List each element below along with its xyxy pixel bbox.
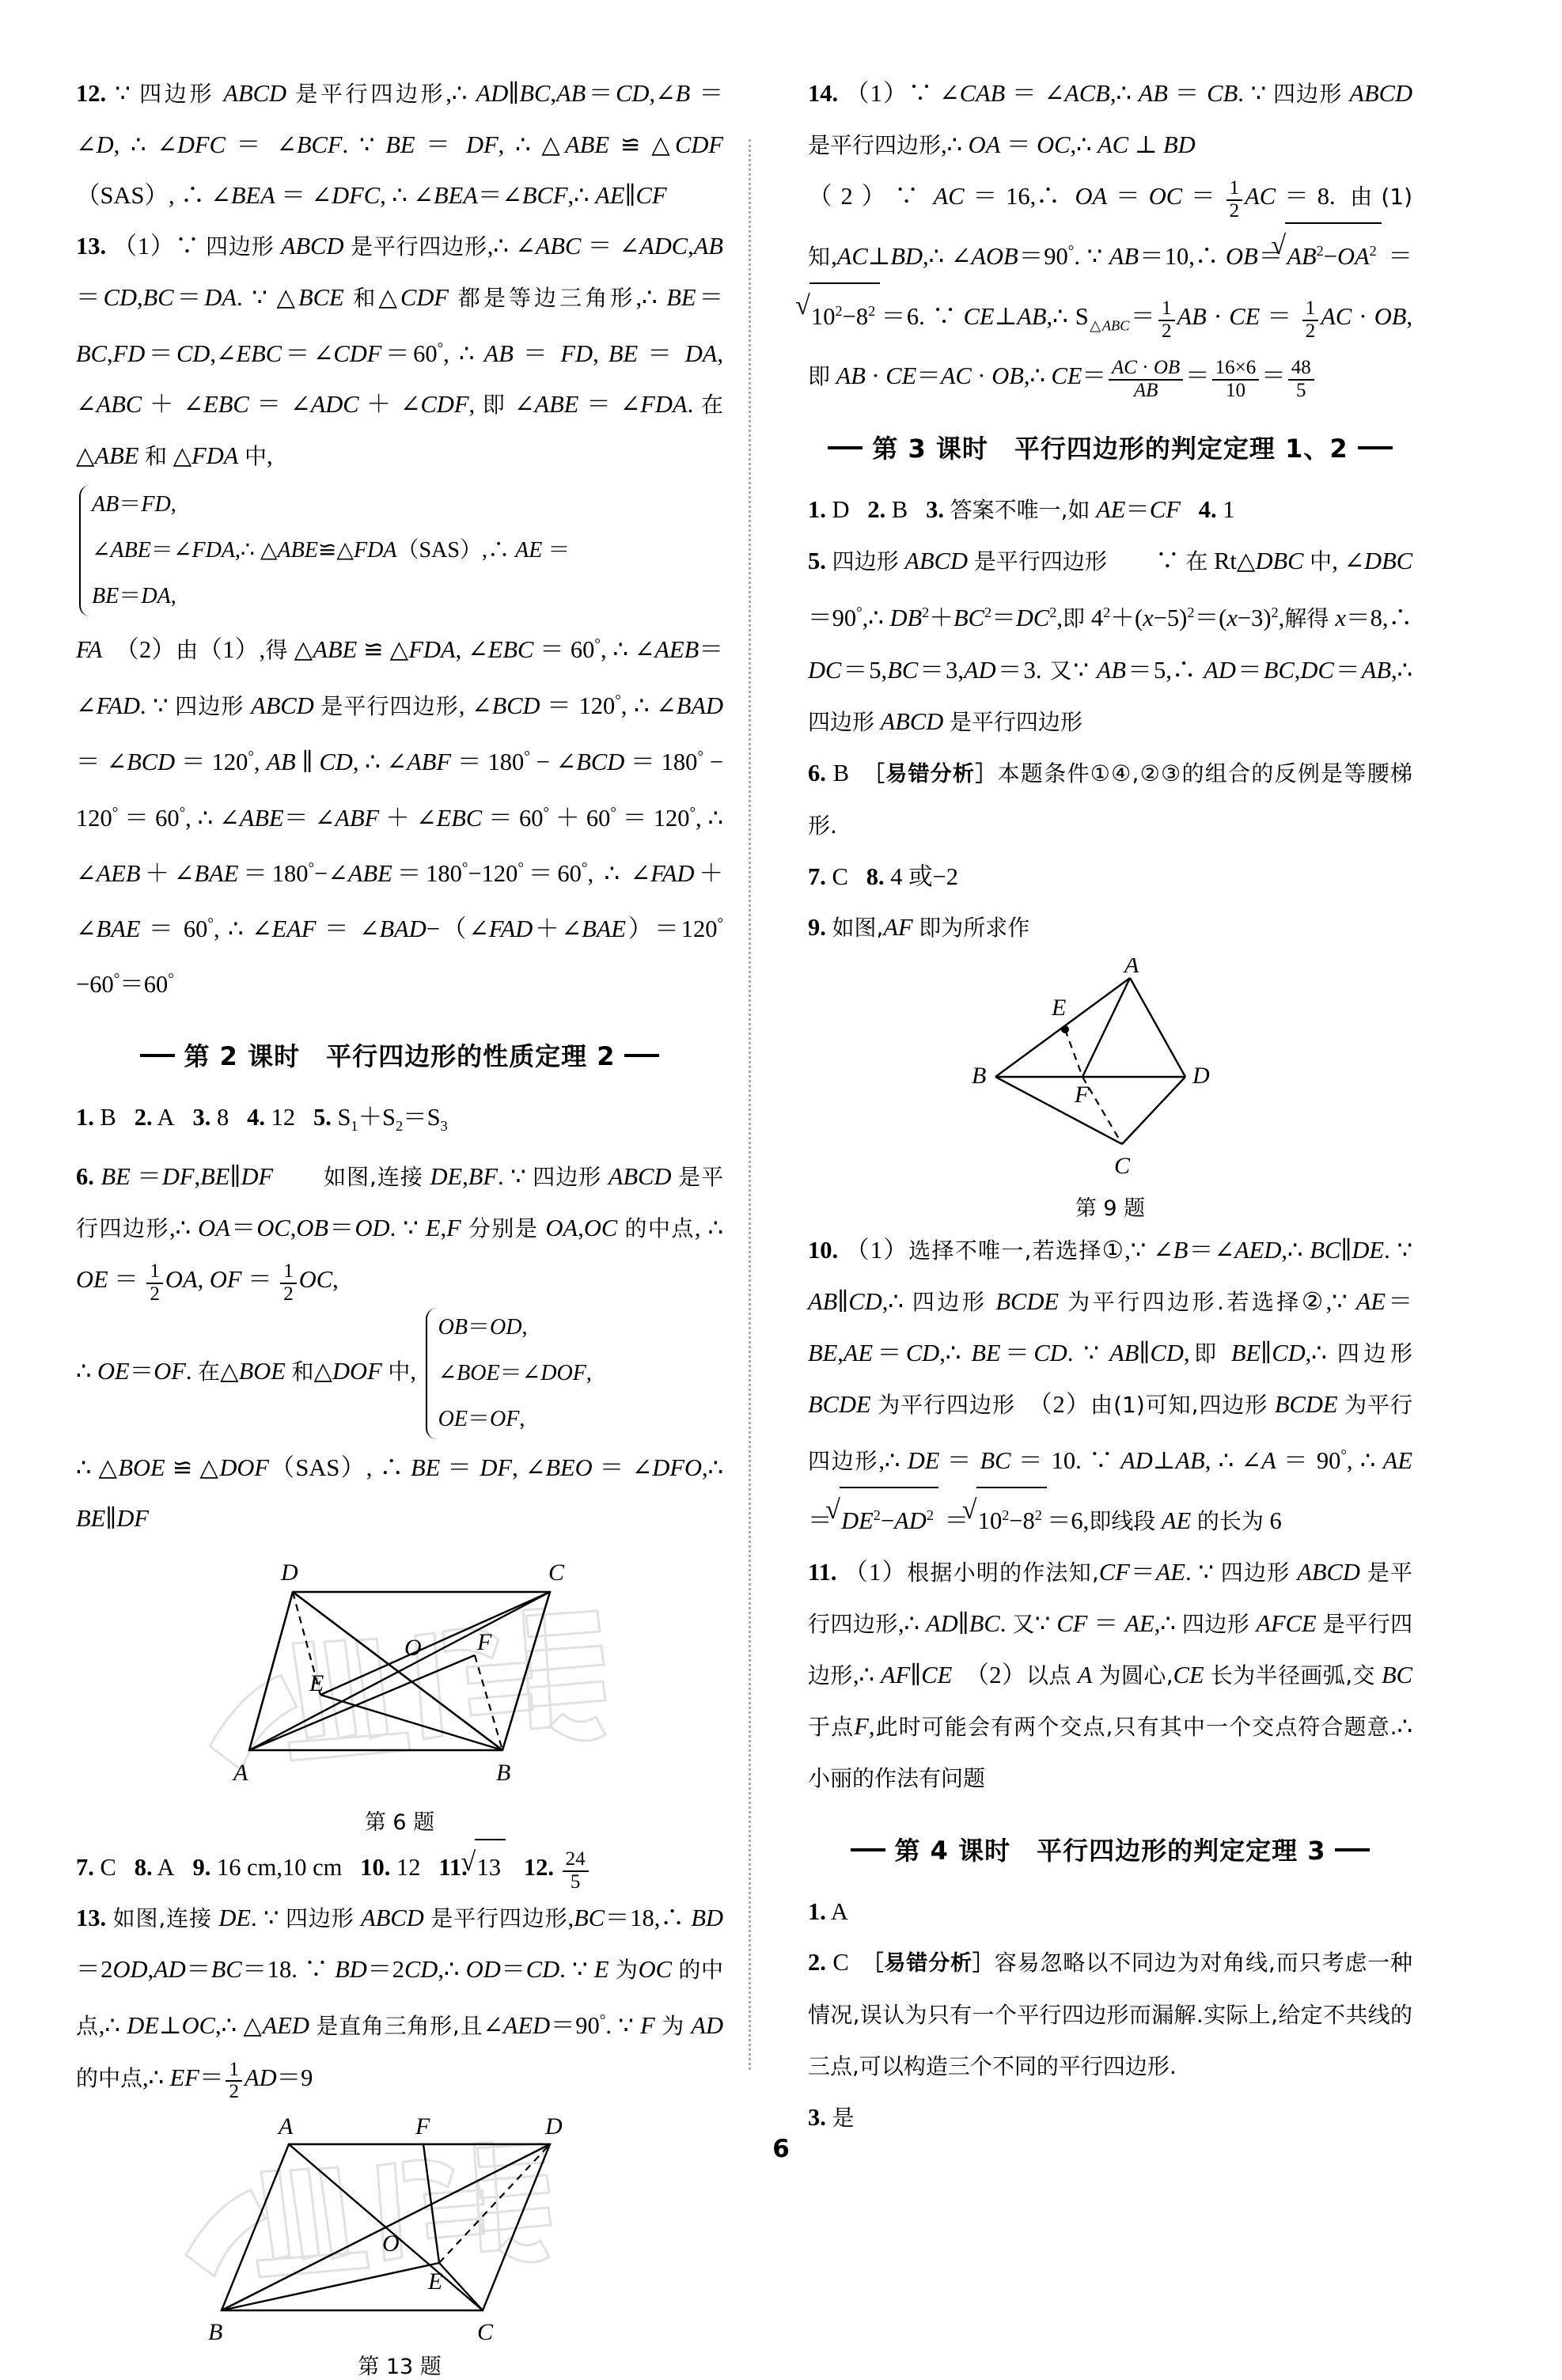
figure-problem-6 <box>76 1548 723 1836</box>
section-heading-text: 第 3 课时 平行四边形的判定定理 1、2 <box>872 434 1348 464</box>
heading-rule-right <box>624 1054 659 1057</box>
figure-problem-9 <box>808 958 1412 1222</box>
item-number: 8. <box>134 1854 153 1882</box>
figure-6-lines <box>249 1592 550 1750</box>
item-number: 5. <box>313 1104 332 1131</box>
answer-value: B <box>100 1104 116 1131</box>
item-number: 9. <box>808 913 826 941</box>
answer-item-9-lesson3: 9. 如图,AF 即为所求作 <box>808 913 1030 941</box>
answer-item-2-lesson4 <box>808 1937 1412 2092</box>
svg-text:D: D <box>1192 1062 1210 1089</box>
answer-item-14-part1: 14. （1）∵ ∠CAB ＝ ∠ACB,∴ AB ＝ CB. ∵ 四边形 ABCD 是平行四边形,∴ OA ＝ OC,∴ AC ⊥ BD <box>808 80 1413 158</box>
answer-value: 8 <box>216 1104 229 1131</box>
fraction-one-half: $\frac{1}{2}$ <box>1158 298 1175 342</box>
figure-13-caption: 第 13 题 <box>358 2354 442 2379</box>
page-number: 6 <box>772 2135 790 2163</box>
item-number: 10. <box>360 1854 391 1882</box>
answer-item-13-system <box>76 482 723 620</box>
system-line: AB＝FD, <box>92 492 176 517</box>
answer-value: C <box>832 1948 849 1976</box>
item-number: 7. <box>76 1854 94 1882</box>
section-heading-lesson2 <box>76 1030 723 1081</box>
answer-value: 1 <box>1223 496 1235 524</box>
sqrt-100-64b: √ $10^2-8^2$ <box>976 1487 1047 1546</box>
answers-row-7-8-lesson3 <box>808 851 1412 902</box>
sqrt-100-64: √ $10^2-8^2$ <box>809 282 880 342</box>
section-heading-text: 第 4 课时 平行四边形的判定定理 3 <box>894 1835 1326 1866</box>
sqrt-de2-ad2: √ $DE^2-AD^2$ <box>840 1487 938 1546</box>
figure-9-lines <box>995 978 1185 1144</box>
answers-row-1-5 <box>76 1092 723 1151</box>
item-number: 4. <box>1198 496 1217 524</box>
item-number: 1. <box>76 1104 94 1131</box>
svg-text:C: C <box>1114 1152 1131 1179</box>
answer-item-1-lesson4 <box>808 1886 1412 1937</box>
item-number: 7. <box>808 862 826 890</box>
figure-13-lines <box>222 2144 550 2310</box>
item-number: 6. <box>808 759 826 786</box>
system-line: OB＝OD, <box>438 1315 528 1340</box>
answer-item-13-lesson2: 13. 如图,连接 DE. ∵ 四边形 ABCD 是平行四边形,BC＝18,∴ BD＝2OD,AD＝BC＝18. ∵ BD＝2CD,∴ OD＝CD. ∵ E 为OC 的中点,∴ DE⊥OC,∴ △AED 是直角三角形,且∠AED＝90°. ∵ F 为 AD 的中点,∴ EF＝ $\frac{1}{2}$ AD＝9 <box>76 1904 724 2103</box>
heading-rule-left <box>828 446 863 449</box>
error-analysis-tag: ［易错分析］ <box>862 1950 995 1976</box>
svg-text:O: O <box>382 2230 400 2257</box>
item-number: 2. <box>134 1104 153 1131</box>
fraction-96-10: $\frac{16\times 6}{10}$ <box>1212 358 1260 401</box>
section-heading-lesson3 <box>808 423 1412 473</box>
answers-row-7-12 <box>76 1839 723 1893</box>
point-e-marker <box>1061 1025 1069 1033</box>
svg-text:O: O <box>404 1635 422 1662</box>
svg-text:F: F <box>477 1629 492 1656</box>
item-number: 6. <box>76 1163 94 1191</box>
item-number: 3. <box>808 2103 826 2131</box>
answer-value: 答案不唯一,如 <box>950 497 1090 524</box>
item-number: 14. <box>808 80 839 107</box>
left-column <box>76 68 737 2379</box>
svg-text:E: E <box>428 2268 443 2295</box>
item-number: 13. <box>76 233 107 260</box>
svg-text:C: C <box>477 2318 494 2345</box>
heading-rule-left <box>851 1848 885 1851</box>
answer-value: 12 <box>271 1104 296 1131</box>
svg-text:C: C <box>548 1560 565 1586</box>
answer-item-5-lesson3: 5. 四边形 ABCD 是平行四边形 ∵ 在 Rt△DBC 中, ∠DBC＝90°,∴ $DB^2+BC^2=DC^2$,即 $4^2+(x-5)^2=(x-3)^2$,解得 x＝8,∴ DC＝5,BC＝3,AD＝3. 又∵ AB＝5,∴ AD＝BC,DC＝AB,∴ 四边形 ABCD 是平行四边形 <box>808 548 1413 735</box>
item-number: 2. <box>867 496 886 524</box>
sqrt-13: √ 13 <box>475 1839 506 1893</box>
system-line: BE＝DA, <box>92 584 176 609</box>
equation-system-6 <box>423 1305 592 1442</box>
item-number: 12. <box>76 80 107 107</box>
svg-text:D: D <box>281 1560 298 1586</box>
svg-text:A: A <box>233 1760 248 1787</box>
figure-9-diagram <box>904 958 1316 1188</box>
answer-item-6-lesson3 <box>808 748 1412 851</box>
answer-value: B <box>832 759 850 786</box>
system-line: OE＝OF, <box>438 1407 525 1432</box>
answer-item-14-part2: （2）∵ AC＝16,∴ OA＝OC＝ $\frac{1}{2}$ AC＝8. 由(1)知,AC⊥BD,∴ ∠AOB＝90°. ∵ AB＝10,∴ OB＝ √ $AB^2-OA^2$ ＝ √ $10^2-8^2 =6$. ∵ CE⊥AB,∴ $S_{\triangle ABC}=$ $\frac{1}{2}$ AB · CE ＝ $\frac{1}{2}$ AC · OB,即 AB · CE＝AC · OB,∴ CE＝ $\frac{AC \cdot OB}{AB}$ ＝ $\frac{16\times 6}{10}$ ＝ $\frac{48}{5}$ <box>808 171 1412 402</box>
svg-text:A: A <box>279 2113 294 2139</box>
fraction-ac-ob-ab: $\frac{AC \cdot OB}{AB}$ <box>1109 358 1183 401</box>
heading-rule-right <box>1335 1848 1370 1851</box>
answer-item-6: 6. BE ＝DF,BE∥DF 如图,连接 DE,BF. ∵ 四边形 ABCD 是平行四边形,∴ OA＝OC,OB＝OD. ∵ E,F 分别是 OA,OC 的中点, ∴ OE ＝ $\frac{1}{2}$ OA, OF ＝ $\frac{1}{2}$ OC, <box>76 1163 724 1305</box>
two-column-layout <box>76 68 1486 2379</box>
svg-text:B: B <box>496 1760 511 1787</box>
svg-text:E: E <box>309 1670 324 1697</box>
answer-item-10-lesson3: 10. （1）选择不唯一,若选择①,∵ ∠B＝∠AED,∴ BC∥DE. ∵ AB∥CD,∴ 四边形 BCDE 为平行四边形.若选择②,∵ AE＝BE,AE＝CD,∴ BE＝CD. ∵ AB∥CD,即 BE∥CD,∴ 四边形 BCDE 为平行四边形 （2）由(1)可知,四边形 BCDE 为平行四边形,∴ DE ＝ BC ＝ 10. ∵ AD⊥AB, ∴ ∠A ＝ 90°, ∴ AE ＝ √ $DE^2-AD^2$ ＝ √ $10^2-8^2 =6$,即线段 AE 的长为 6 <box>808 1225 1412 1547</box>
heading-rule-right <box>1358 446 1393 449</box>
watermark <box>210 1609 605 1770</box>
svg-text:D: D <box>545 2113 563 2139</box>
answers-row-1-4-lesson3: 1. D 2. B 3. 答案不唯一,如 AE＝CF 4. 1 <box>808 496 1235 524</box>
item-number: 3. <box>192 1104 211 1131</box>
svg-text:B: B <box>972 1062 987 1089</box>
answer-item-11-lesson3: 11. （1）根据小明的作法知,CF＝AE. ∵ 四边形 ABCD 是平行四边形,∴ AD∥BC. 又∵ CF ＝ AE,∴ 四边形 AFCE 是平行四边形,∴ AF∥CE （2）以点 A 为圆心,CE 长为半径画弧,交 BC 于点F,此时可能会有两个交点,只有其中一个交点符合题意.∴ 小丽的作法有问题 <box>808 1558 1413 1791</box>
item-number: 1. <box>808 1897 826 1925</box>
error-analysis-tag: ［易错分析］ <box>863 761 998 786</box>
figure-6-caption: 第 6 题 <box>364 1810 435 1836</box>
answer-value: 16 cm,10 cm <box>216 1854 343 1882</box>
fraction-48-5: $\frac{48}{5}$ <box>1288 358 1314 401</box>
item-number: 13. <box>76 1904 107 1932</box>
figure-9-caption: 第 9 题 <box>1075 1196 1146 1221</box>
item-number: 11. <box>438 1854 468 1882</box>
answer-value: 4 或−2 <box>890 862 959 890</box>
fraction-one-half: $\frac{1}{2}$ <box>1302 298 1319 342</box>
fraction-one-half: $\frac{1}{2}$ <box>1226 178 1243 222</box>
fraction-24-5: $\frac{24}{5}$ <box>563 1849 589 1893</box>
item-number: 9. <box>192 1854 211 1882</box>
answer-item-12: 12. ∵ 四边形 ABCD 是平行四边形,∴ AD∥BC,AB＝CD,∠B ＝ ∠D, ∴ ∠DFC ＝ ∠BCF. ∵ BE ＝ DF, ∴ △ABE ≌ △CDF（SAS）, ∴ ∠BEA ＝ ∠DFC, ∴ ∠BEA＝∠BCF,∴ AE∥CF <box>76 80 724 209</box>
item-number: 4. <box>247 1104 265 1131</box>
fraction-one-half: $\frac{1}{2}$ <box>146 1261 163 1305</box>
svg-text:A: A <box>1124 957 1139 978</box>
item-number: 12. <box>523 1854 554 1882</box>
error-analysis-text: 容易忽略以不同边为对角线,而只考虑一种情况,误认为只有一个平行四边形而漏解.实际上,给定不共线的三点,可以构造三个不同的平行四边形. <box>808 1949 1413 2079</box>
answer-value: B <box>891 496 908 524</box>
answer-value: C <box>100 1854 116 1882</box>
sqrt-ab2-oa2: √ $AB^2-OA^2$ <box>1285 222 1381 282</box>
section-heading-text: 第 2 课时 平行四边形的性质定理 2 <box>184 1041 616 1072</box>
system-line: ∠ABE＝∠FDA,∴ △ABE≌△FDA（SAS）,∴ AE ＝ <box>92 538 571 563</box>
heading-rule-left <box>140 1054 175 1057</box>
figure-6-diagram <box>154 1548 645 1802</box>
answer-value: $S_1+S_2=S_3$ <box>337 1104 448 1135</box>
item-number: 1. <box>808 496 826 524</box>
svg-text:F: F <box>415 2113 430 2139</box>
item-number: 2. <box>808 1948 826 1976</box>
right-column <box>751 68 1413 2131</box>
system-line: ∠BOE＝∠DOF, <box>438 1361 592 1386</box>
answer-item-13-part2: FA （2）由（1）,得 △ABE ≌ △FDA, ∠EBC ＝ 60°, ∴ ∠AEB＝∠FAD. ∵ 四边形 ABCD 是平行四边形, ∠BCD ＝ 120°, ∴ ∠BAD ＝ ∠BCD ＝ 120°, AB ∥ CD, ∴ ∠ABF ＝ 180° − ∠BCD ＝ 180° − 120° ＝ 60°, ∴ ∠ABE＝ ∠ABF ＋ ∠EBC ＝ 60° ＋ 60° ＝ 120°, ∴ ∠AEB＋∠BAE＝180°−∠ABE＝180°−120°＝60°, ∴ ∠FAD＋ ∠BAE ＝ 60°, ∴ ∠EAF ＝ ∠BAD−（∠FAD＋∠BAE）＝120°−60°＝60° <box>76 636 724 999</box>
svg-text:E: E <box>1052 994 1067 1021</box>
answer-item-13-part1: 13. （1）∵ 四边形 ABCD 是平行四边形,∴ ∠ABC ＝ ∠ADC,AB＝CD,BC＝DA. ∵ △BCE 和△CDF 都是等边三角形,∴ BE＝BC,FD＝CD,∠EBC＝∠CDF＝60°, ∴ AB ＝ FD, BE ＝ DA, ∠ABC ＋ ∠EBC ＝ ∠ADC ＋ ∠CDF, 即 ∠ABE ＝ ∠FDA. 在 △ABE 和 △FDA 中, <box>76 233 724 470</box>
error-analysis-text: 本题条件①④,②③的组合的反例是等腰梯形. <box>808 760 1412 839</box>
equation-system-13 <box>76 482 570 620</box>
answer-value: A <box>157 1104 175 1131</box>
svg-text:B: B <box>208 2318 223 2345</box>
answer-value: A <box>830 1897 848 1925</box>
item-number: 8. <box>866 862 885 890</box>
answer-value: A <box>157 1854 175 1882</box>
fraction-one-half: $\frac{1}{2}$ <box>226 2060 242 2103</box>
item-number: 11. <box>808 1558 837 1586</box>
answer-item-6-system: ∴ OE＝OF. 在△BOE 和△DOF 中, OB＝OD, ∠BOE＝∠DOF, OE＝OF, <box>76 1305 723 1442</box>
answer-value: D <box>832 496 850 524</box>
item-number: 5. <box>808 548 826 575</box>
figure-9-dashed <box>1065 1029 1122 1144</box>
fraction-one-half: $\frac{1}{2}$ <box>280 1261 297 1305</box>
item-number: 3. <box>926 496 944 524</box>
answer-value: 是 <box>832 2104 855 2131</box>
answer-value: 12 <box>396 1854 421 1882</box>
section-heading-lesson4 <box>808 1825 1412 1875</box>
svg-text:F: F <box>1075 1081 1090 1108</box>
item-number: 10. <box>808 1236 839 1264</box>
answer-item-6-tail: ∴ △BOE ≌ △DOF（SAS）, ∴ BE ＝ DF, ∠BEO ＝ ∠DFO,∴ BE∥DF <box>76 1454 724 1533</box>
answer-value: C <box>832 862 848 890</box>
